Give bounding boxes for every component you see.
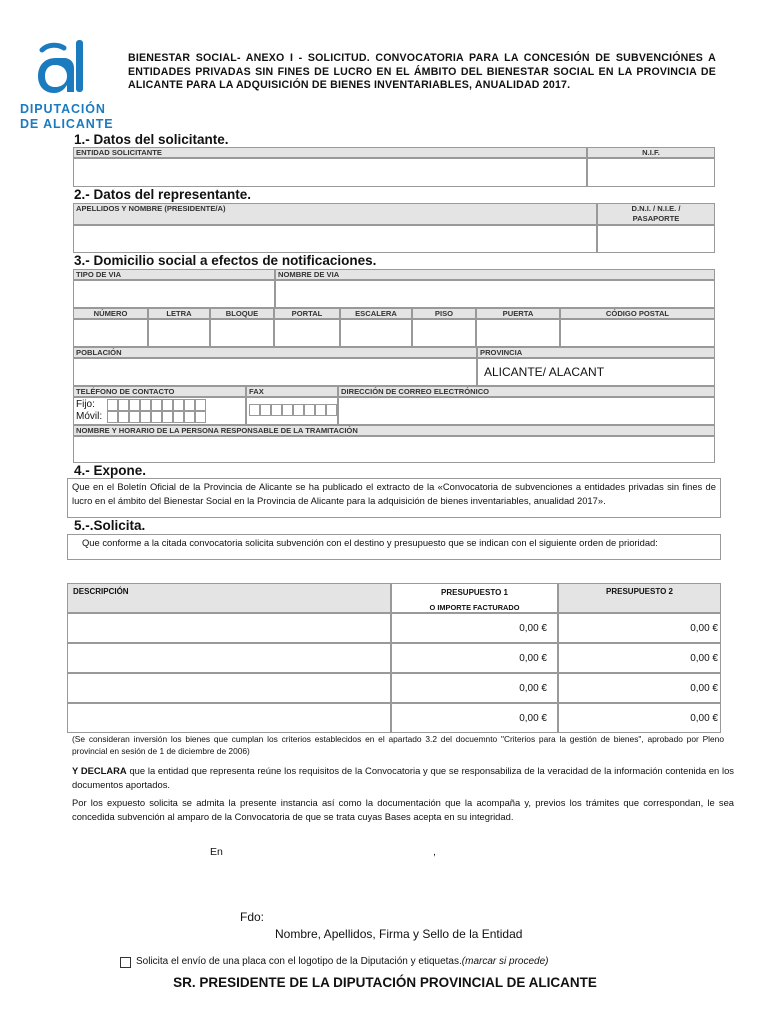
descripcion-cell[interactable] — [67, 613, 391, 643]
phone-digit-box[interactable] — [151, 399, 162, 411]
telefono-label: TELÉFONO DE CONTACTO — [73, 386, 246, 397]
phone-digit-box[interactable] — [140, 411, 151, 423]
presupuesto1-header-text: PRESUPUESTO 1 — [441, 588, 508, 597]
portal-label: PORTAL — [274, 308, 340, 319]
lugar-comma: , — [433, 846, 436, 858]
fax-digit-box[interactable] — [271, 404, 282, 416]
section-3-title: 3.- Domicilio social a efectos de notificaciones. — [74, 253, 377, 268]
puerta-input[interactable] — [476, 319, 560, 347]
presupuesto2-value: 0,00 € — [690, 653, 718, 664]
section-5-title: 5.-.Solicita. — [74, 518, 146, 533]
fax-digit-box[interactable] — [293, 404, 304, 416]
placa-text — [136, 956, 548, 967]
nombre-via-label: NOMBRE DE VIA — [275, 269, 715, 280]
movil-label: Móvil: — [76, 411, 103, 422]
phone-digit-box[interactable] — [162, 399, 173, 411]
dni-label-line1: D.N.I. / N.I.E. / — [631, 204, 681, 213]
provincia-label: PROVINCIA — [477, 347, 715, 358]
presupuesto2-value: 0,00 € — [690, 623, 718, 634]
portal-input[interactable] — [274, 319, 340, 347]
fax-label: FAX — [246, 386, 338, 397]
phone-digit-box[interactable] — [195, 399, 206, 411]
importe-header-text: O IMPORTE FACTURADO — [429, 603, 520, 612]
presupuesto2-header-text: PRESUPUESTO 2 — [606, 587, 673, 596]
dni-label-line2: PASAPORTE — [632, 214, 680, 223]
nif-label: N.I.F. — [587, 147, 715, 158]
fax-digit-box[interactable] — [315, 404, 326, 416]
presupuesto2-cell[interactable] — [558, 673, 721, 703]
section-4-title: 4.- Expone. — [74, 463, 147, 478]
phone-digit-box[interactable] — [184, 411, 195, 423]
presupuesto1-cell[interactable] — [391, 673, 558, 703]
expone-text: Que en el Boletín Oficial de la Provincia de Alicante se ha publicado el extracto de la «Convocatoria de subvenciones a entidades privadas sin fines de lucro en el ámbito del Bienestar Social en la Provincia de Alicante para la adquisición de bienes inventariables, anualidad 2017». — [72, 481, 716, 506]
section-2-title: 2.- Datos del representante. — [74, 187, 252, 202]
provincia-value: ALICANTE/ ALACANT — [484, 365, 605, 379]
piso-input[interactable] — [412, 319, 476, 347]
expone-box — [67, 478, 721, 518]
section-1-title: 1.- Datos del solicitante. — [74, 132, 229, 147]
placa-label: Solicita el envío de una placa con el logotipo de la Diputación y etiquetas. — [136, 956, 462, 967]
descripcion-header — [67, 583, 391, 613]
fijo-label: Fijo: — [76, 399, 95, 410]
numero-label: NÚMERO — [73, 308, 148, 319]
phone-digit-box[interactable] — [162, 411, 173, 423]
logo-a-icon — [34, 38, 86, 96]
solicita-text: Que conforme a la citada convocatoria solicita subvención con el destino y presupuesto que se indican con el siguiente orden de prioridad: — [82, 537, 658, 548]
apellidos-label: APELLIDOS Y NOMBRE (PRESIDENTE/A) — [73, 203, 597, 225]
table-note: (Se consideran inversión los bienes que cumplan los criterios establecidos en el apartado 3.2 del docuemnto "Criterios para la gestión de bienes", aprobado por Pleno provincial en sesión de 1 de diciembre de 2006) — [72, 734, 724, 756]
escalera-input[interactable] — [340, 319, 412, 347]
telefono-input[interactable] — [73, 397, 246, 425]
destinatario: SR. PRESIDENTE DE LA DIPUTACIÓN PROVINCIAL DE ALICANTE — [173, 975, 597, 990]
dni-label — [597, 203, 715, 225]
placa-checkbox[interactable] — [120, 957, 131, 968]
declara-text — [72, 764, 734, 792]
presupuesto1-value: 0,00 € — [519, 653, 547, 664]
numero-input[interactable] — [73, 319, 148, 347]
firma-label: Nombre, Apellidos, Firma y Sello de la Entidad — [275, 927, 523, 941]
fax-digit-box[interactable] — [249, 404, 260, 416]
responsable-label: NOMBRE Y HORARIO DE LA PERSONA RESPONSABLE DE LA TRAMITACIÓN — [73, 425, 715, 436]
presupuesto2-cell[interactable] — [558, 613, 721, 643]
presupuesto1-cell[interactable] — [391, 643, 558, 673]
presupuesto1-value: 0,00 € — [519, 713, 547, 724]
poblacion-input[interactable] — [73, 358, 477, 386]
phone-digit-box[interactable] — [173, 399, 184, 411]
presupuesto1-value: 0,00 € — [519, 623, 547, 634]
declara-body: que la entidad que representa reúne los requisitos de la Convocatoria y que se responsabiliza de la veracidad de la información contenida en los documentos aportados. — [72, 765, 734, 790]
presupuesto1-cell[interactable] — [391, 703, 558, 733]
fax-digit-box[interactable] — [260, 404, 271, 416]
solicita-box — [67, 534, 721, 560]
presupuesto2-header — [558, 583, 721, 613]
tipo-via-label: TIPO DE VIA — [73, 269, 275, 280]
org-name-line2: DE ALICANTE — [20, 117, 114, 131]
dni-input[interactable] — [597, 225, 715, 253]
tipo-via-input[interactable] — [73, 280, 275, 308]
phone-digit-box[interactable] — [184, 399, 195, 411]
declara-bold: Y DECLARA — [72, 765, 127, 776]
phone-digit-box[interactable] — [129, 411, 140, 423]
email-input[interactable] — [338, 397, 715, 425]
presupuesto1-header — [391, 583, 558, 613]
descripcion-cell[interactable] — [67, 673, 391, 703]
presupuesto2-value: 0,00 € — [690, 683, 718, 694]
phone-digit-box[interactable] — [107, 399, 118, 411]
phone-digit-box[interactable] — [118, 411, 129, 423]
presupuesto1-value: 0,00 € — [519, 683, 547, 694]
fdo-label: Fdo: — [240, 910, 265, 924]
phone-digit-box[interactable] — [195, 411, 206, 423]
letra-input[interactable] — [148, 319, 210, 347]
phone-digit-box[interactable] — [129, 399, 140, 411]
descripcion-cell[interactable] — [67, 643, 391, 673]
entidad-input[interactable] — [73, 158, 587, 187]
phone-digit-box[interactable] — [118, 399, 129, 411]
nif-input[interactable] — [587, 158, 715, 187]
provincia-input[interactable] — [477, 358, 715, 386]
email-label: DIRECCIÓN DE CORREO ELECTRÓNICO — [338, 386, 715, 397]
letra-label: LETRA — [148, 308, 210, 319]
form-title: BIENESTAR SOCIAL- ANEXO I - SOLICITUD. CONVOCATORIA PARA LA CONCESIÓN DE SUBVENCIÓNES A ENTIDADES PRIVADAS SIN FINES DE LUCRO EN EL ÁMBITO DEL BIENESTAR SOCIAL EN LA PROVINCIA DE ALICANTE PARA LA ADQUISICIÓN DE BIENES INVENTARIABLES, ANUALIDAD 2017. — [128, 52, 716, 91]
presupuesto2-cell[interactable] — [558, 703, 721, 733]
fax-input[interactable] — [246, 397, 338, 425]
piso-label: PISO — [412, 308, 476, 319]
fax-digit-box[interactable] — [304, 404, 315, 416]
bloque-input[interactable] — [210, 319, 274, 347]
org-name-line1: DIPUTACIÓN — [20, 102, 106, 116]
bloque-label: BLOQUE — [210, 308, 274, 319]
fax-digit-box[interactable] — [326, 404, 337, 416]
placa-note: (marcar si procede) — [461, 956, 549, 967]
presupuesto1-cell[interactable] — [391, 613, 558, 643]
escalera-label: ESCALERA — [340, 308, 412, 319]
descripcion-header-text: DESCRIPCIÓN — [73, 587, 129, 596]
codigo-postal-input[interactable] — [560, 319, 715, 347]
poblacion-label: POBLACIÓN — [73, 347, 477, 358]
codigo-postal-label: CÓDIGO POSTAL — [560, 308, 715, 319]
fax-digit-box[interactable] — [282, 404, 293, 416]
apellidos-input[interactable] — [73, 225, 597, 253]
nombre-via-input[interactable] — [275, 280, 715, 308]
phone-digit-box[interactable] — [173, 411, 184, 423]
phone-digit-box[interactable] — [151, 411, 162, 423]
puerta-label: PUERTA — [476, 308, 560, 319]
phone-digit-box[interactable] — [140, 399, 151, 411]
presupuesto2-value: 0,00 € — [690, 713, 718, 724]
expuesto-text: Por los expuesto solicita se admita la presente instancia así como la documentación que la acompaña y, previos los trámites que correspondan, le sea concedida subvención al amparo de la Convocatoria de que se trata cuyas Bases acepta en su integridad. — [72, 797, 734, 822]
lugar-label: En — [210, 846, 223, 858]
presupuesto2-cell[interactable] — [558, 643, 721, 673]
entidad-label: ENTIDAD SOLICITANTE — [73, 147, 587, 158]
phone-digit-box[interactable] — [107, 411, 118, 423]
descripcion-cell[interactable] — [67, 703, 391, 733]
responsable-input[interactable] — [73, 436, 715, 463]
